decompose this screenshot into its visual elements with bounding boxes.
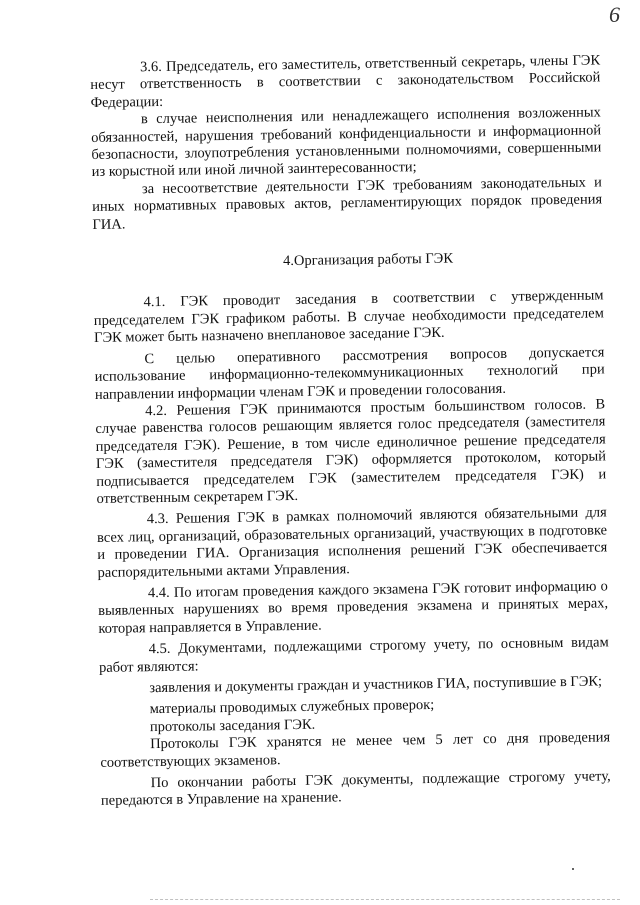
paragraph-4-2: 4.2. Решения ГЭК принимаются простым большинством голосов. В случае равенства голосов решающим является голос председателя (заместителя председателя ГЭК). Решение, в том числе единоличное решение председателя ГЭК (заместителя председателя ГЭК) оформляется протоколом, который подписывается председателем ГЭК (заместителем председателя ГЭК) и ответственным секретарем ГЭК.: [95, 396, 607, 507]
paragraph-4-3: 4.3. Решения ГЭК в рамках полномочий являются обязательными для всех лиц, организаций, образовательных организаций, участвующих в подготовке и проведении ГИА. Организация исполнения решений ГЭК обеспечивается распорядительными актами Управления.: [96, 504, 608, 581]
scan-speck: [572, 868, 574, 870]
page-number: 6: [609, 2, 620, 27]
list-item-inspection-materials: материалы проводимых служебных проверок;: [149, 697, 435, 718]
paragraph-liability-compliance: за несоответствие деятельности ГЭК требованиям законодательных и иных нормативных правовых актов, регламентирующих порядок проведения ГИА.: [92, 174, 603, 233]
section-heading: 4.Организация работы ГЭК: [282, 250, 454, 270]
paragraph-3-6: 3.6. Председатель, его заместитель, ответственный секретарь, члены ГЭК несут ответственность в соответствии с законодательством Российской Федерации:: [90, 52, 601, 111]
document-body: [90, 52, 611, 810]
list-item-applications: заявления и документы граждан и участников ГИА, поступившие в ГЭК;: [149, 673, 603, 697]
paragraph-liability-duties: в случае неисполнения или ненадлежащего исполнения возложенных обязанностей, нарушения требований конфиденциальности и информационной безопасности, злоупотребления установленными полномочиями, совершенными из корыстной или иной личной заинтересованности;: [91, 104, 602, 181]
paragraph-protocol-storage: Протоколы ГЭК хранятся не менее чем 5 лет со дня проведения соответствующих экзаменов.: [100, 729, 611, 771]
paragraph-4-1-ict: С целью оперативного рассмотрения вопросов допускается использование информационно-телекоммуникационных технологий при направлении информации членам ГЭК и проведении голосования.: [94, 344, 605, 403]
paragraph-4-1: 4.1. ГЭК проводит заседания в соответствии с утвержденным председателем ГЭК графиком работы. В случае необходимости председателем ГЭК может быть назначено внеплановое заседание ГЭК.: [93, 287, 604, 347]
scan-edge-artifact: [150, 899, 620, 903]
list-item-protocols: протоколы заседания ГЭК.: [149, 716, 316, 735]
paragraph-transfer: По окончании работы ГЭК документы, подлежащие строгому учету, передаются в Управление на хранение.: [100, 768, 611, 810]
paragraph-4-4: 4.4. По итогам проведения каждого экзамена ГЭК готовит информацию о выявленных нарушениях во время проведения экзамена и принятых мерах, которая направляется в Управление.: [98, 578, 609, 637]
paragraph-4-5: 4.5. Документами, подлежащими строгому учету, по основным видам работ являются:: [98, 634, 609, 676]
